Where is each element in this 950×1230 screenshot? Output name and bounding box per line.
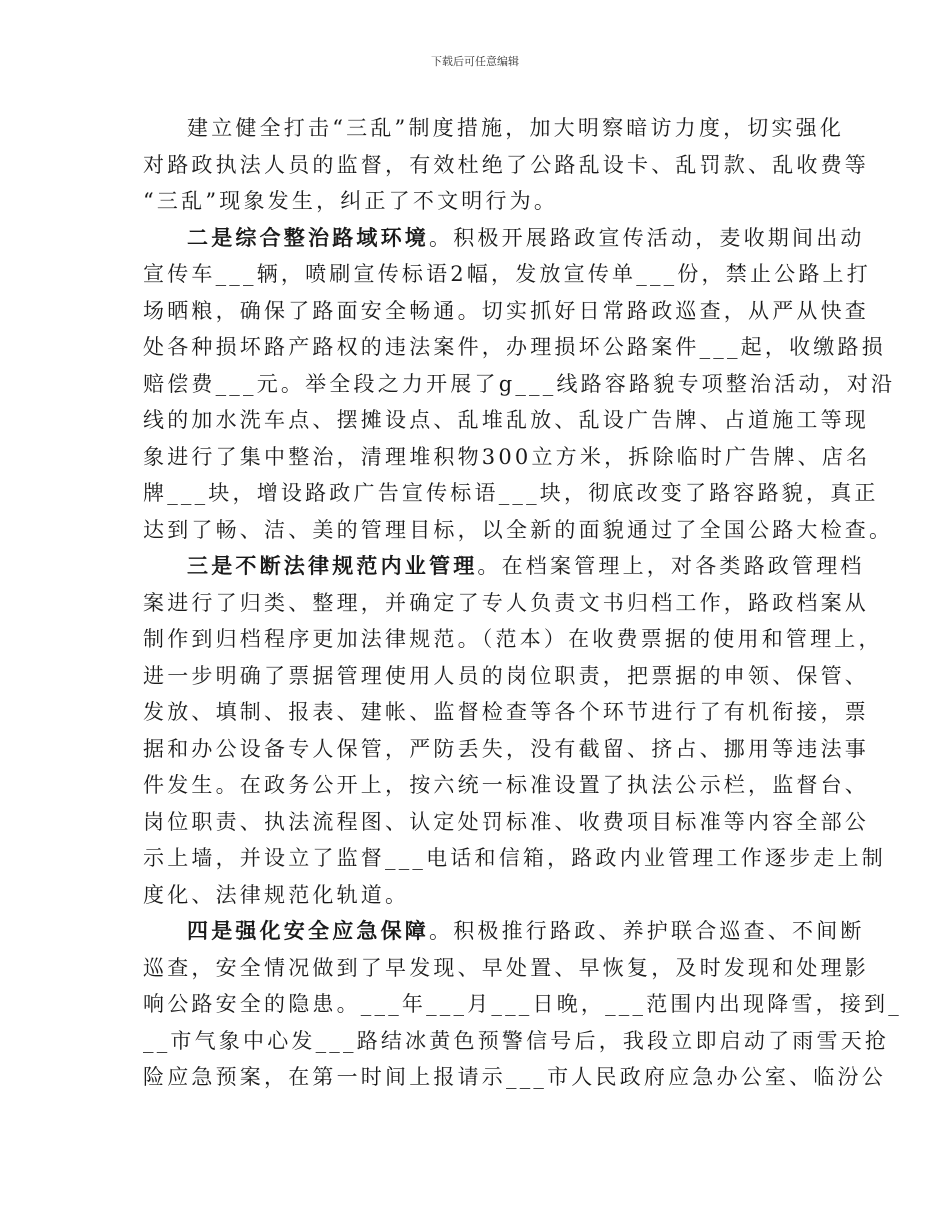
line-text: 处各种损坏路产路权的违法案件，办理损坏公路案件___起，收缴路损: [143, 335, 886, 359]
text-line-18: [143, 731, 869, 768]
line-text: 象进行了集中整治，清理堆积物300立方米，拆除临时广告牌、店名: [143, 444, 871, 469]
text-line-9: [143, 402, 869, 439]
line-text: 据和办公设备专人保管，严防丢失，没有截留、挤占、挪用等违法事: [143, 736, 869, 761]
paragraph-3-heading-line: [143, 548, 865, 585]
paragraph-heading: 四是强化安全应急保障: [187, 918, 429, 943]
text-line-11: [143, 475, 879, 512]
text-line-12: [143, 512, 894, 549]
line-text: 响公路安全的隐患。___年___月___日晚，___范围内出现降雪，接到_: [143, 992, 902, 1016]
line-text: 赔偿费___元。举全段之力开展了g___线路容路貌专项整治活动，对沿: [143, 371, 896, 396]
line-text: 场晒粮，确保了路面安全畅通。切实抓好日常路政巡查，从严从快查: [143, 298, 869, 323]
line-text: 巡查，安全情况做到了早发现、早处置、早恢复，及时发现和处理影: [143, 955, 869, 980]
text-line-22: [143, 877, 815, 914]
line-text: 示上墙，并设立了监督___电话和信箱，路政内业管理工作逐步走上制: [143, 846, 886, 870]
text-line-21: [143, 840, 886, 877]
line-text: 岗位职责、执法流程图、认定处罚标准、收费项目标准等内容全部公: [143, 809, 869, 834]
line-text: 建立健全打击“三乱”制度措施，加大明察暗访力度，切实强化: [187, 116, 845, 140]
line-text: 制作到归档程序更加法律规范。（范本）在收费票据的使用和管理上，: [143, 627, 883, 651]
text-line-16: [143, 658, 869, 695]
text-line-7: [143, 329, 886, 366]
line-text: __市气象中心发___路结冰黄色预警信号后，我段立即启动了雨雪天抢: [143, 1028, 890, 1053]
line-text: 案进行了归类、整理，并确定了专人负责文书归档工作，路政档案从: [143, 590, 869, 615]
text-line-27: [143, 1059, 886, 1096]
text-line-14: [143, 585, 869, 622]
line-text: 牌___块，增设路政广告宣传标语___块，彻底改变了路容路貌，真正: [143, 481, 879, 505]
paragraph-2-heading-line: [143, 220, 865, 257]
paragraph-heading: 三是不断法律规范内业管理: [187, 553, 478, 578]
text-line-8: [143, 366, 896, 403]
line-text: 。积极推行路政、养护联合巡查、不间断: [429, 919, 865, 943]
text-line-19: [143, 767, 869, 804]
text-line-1: [143, 110, 845, 147]
line-text: 发放、填制、报表、建帐、监督检查等各个环节进行了有机衔接，票: [143, 700, 869, 724]
line-text: 。积极开展路政宣传活动，麦收期间出动: [429, 225, 865, 250]
text-line-5: [143, 256, 871, 293]
text-line-2: [143, 147, 869, 184]
page-header: 下载后可任意编辑: [431, 55, 519, 68]
text-line-17: [143, 694, 869, 731]
text-line-15: [143, 621, 883, 658]
text-line-25: [143, 986, 902, 1023]
line-text: 。在档案管理上，对各类路政管理档: [477, 554, 865, 578]
document-body: [143, 110, 902, 1096]
line-text: 线的加水洗车点、摆摊设点、乱堆乱放、乱设广告牌、占道施工等现: [143, 408, 869, 432]
text-line-6: [143, 293, 869, 330]
line-text: 险应急预案，在第一时间上报请示___市人民政府应急办公室、临汾公: [143, 1065, 886, 1089]
line-text: 件发生。在政务公开上，按六统一标准设置了执法公示栏，监督台、: [143, 773, 869, 797]
text-line-26: [143, 1023, 890, 1060]
line-text: 达到了畅、洁、美的管理目标，以全新的面貌通过了全国公路大检查。: [143, 517, 894, 542]
line-text: 进一步明确了票据管理使用人员的岗位职责，把票据的申领、保管、: [143, 663, 869, 688]
line-text: 宣传车___辆，喷刷宣传标语2幅，发放宣传单___份，禁止公路上打: [143, 262, 871, 286]
paragraph-heading: 二是综合整治路域环境: [187, 224, 429, 250]
text-line-24: [143, 950, 869, 987]
line-text: “三乱”现象发生，纠正了不文明行为。: [143, 189, 559, 213]
paragraph-4-heading-line: [143, 913, 865, 950]
line-text: 度化、法律规范化轨道。: [143, 882, 410, 907]
text-line-20: [143, 804, 869, 841]
text-line-3: [143, 183, 815, 220]
text-line-10: [143, 439, 871, 476]
line-text: 对路政执法人员的监督，有效杜绝了公路乱设卡、乱罚款、乱收费等: [143, 152, 869, 177]
